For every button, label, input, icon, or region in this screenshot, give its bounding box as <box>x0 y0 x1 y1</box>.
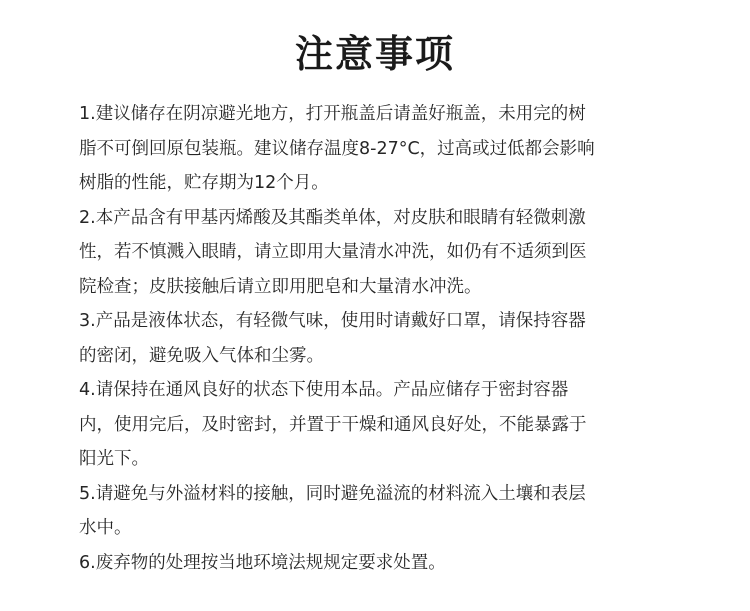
note-line: 水中。 <box>79 518 132 538</box>
note-line: 脂不可倒回原包装瓶。建议储存温度8-27°C，过高或过低都会影响 <box>79 138 595 159</box>
note-line: 1.建议储存在阴凉避光地方，打开瓶盖后请盖好瓶盖，未用完的树 <box>79 104 586 124</box>
note-line: 6.废弃物的处理按当地环境法规规定要求处置。 <box>79 552 446 573</box>
note-line: 内，使用完后，及时密封，并置于干燥和通风良好处，不能暴露于 <box>79 414 587 435</box>
page-title: 注意事项 <box>294 32 455 76</box>
note-line: 院检查；皮肤接触后请立即用肥皂和大量清水冲洗。 <box>79 276 482 297</box>
note-item-1 <box>79 97 685 201</box>
note-line: 的密闭，避免吸入气体和尘雾。 <box>79 345 324 366</box>
note-line: 4.请保持在通风良好的状态下使用本品。产品应储存于密封容器 <box>79 380 569 400</box>
note-line: 2.本产品含有甲基丙烯酸及其酯类单体，对皮肤和眼睛有轻微刺激 <box>79 207 586 228</box>
note-item-4 <box>79 373 685 477</box>
note-item-6 <box>79 546 685 581</box>
note-line: 性，若不慎溅入眼睛，请立即用大量清水冲洗，如仍有不适须到医 <box>79 242 587 262</box>
note-line: 树脂的性能，贮存期为12个月。 <box>79 173 329 193</box>
note-item-3 <box>79 304 685 373</box>
note-line: 3.产品是液体状态，有轻微气味，使用时请戴好口罩，请保持容器 <box>79 311 586 331</box>
notes-list <box>79 97 685 580</box>
note-line: 阳光下。 <box>79 449 149 469</box>
note-item-2 <box>79 201 685 305</box>
note-line: 5.请避免与外溢材料的接触，同时避免溢流的材料流入土壤和表层 <box>79 483 586 504</box>
note-item-5 <box>79 477 685 546</box>
